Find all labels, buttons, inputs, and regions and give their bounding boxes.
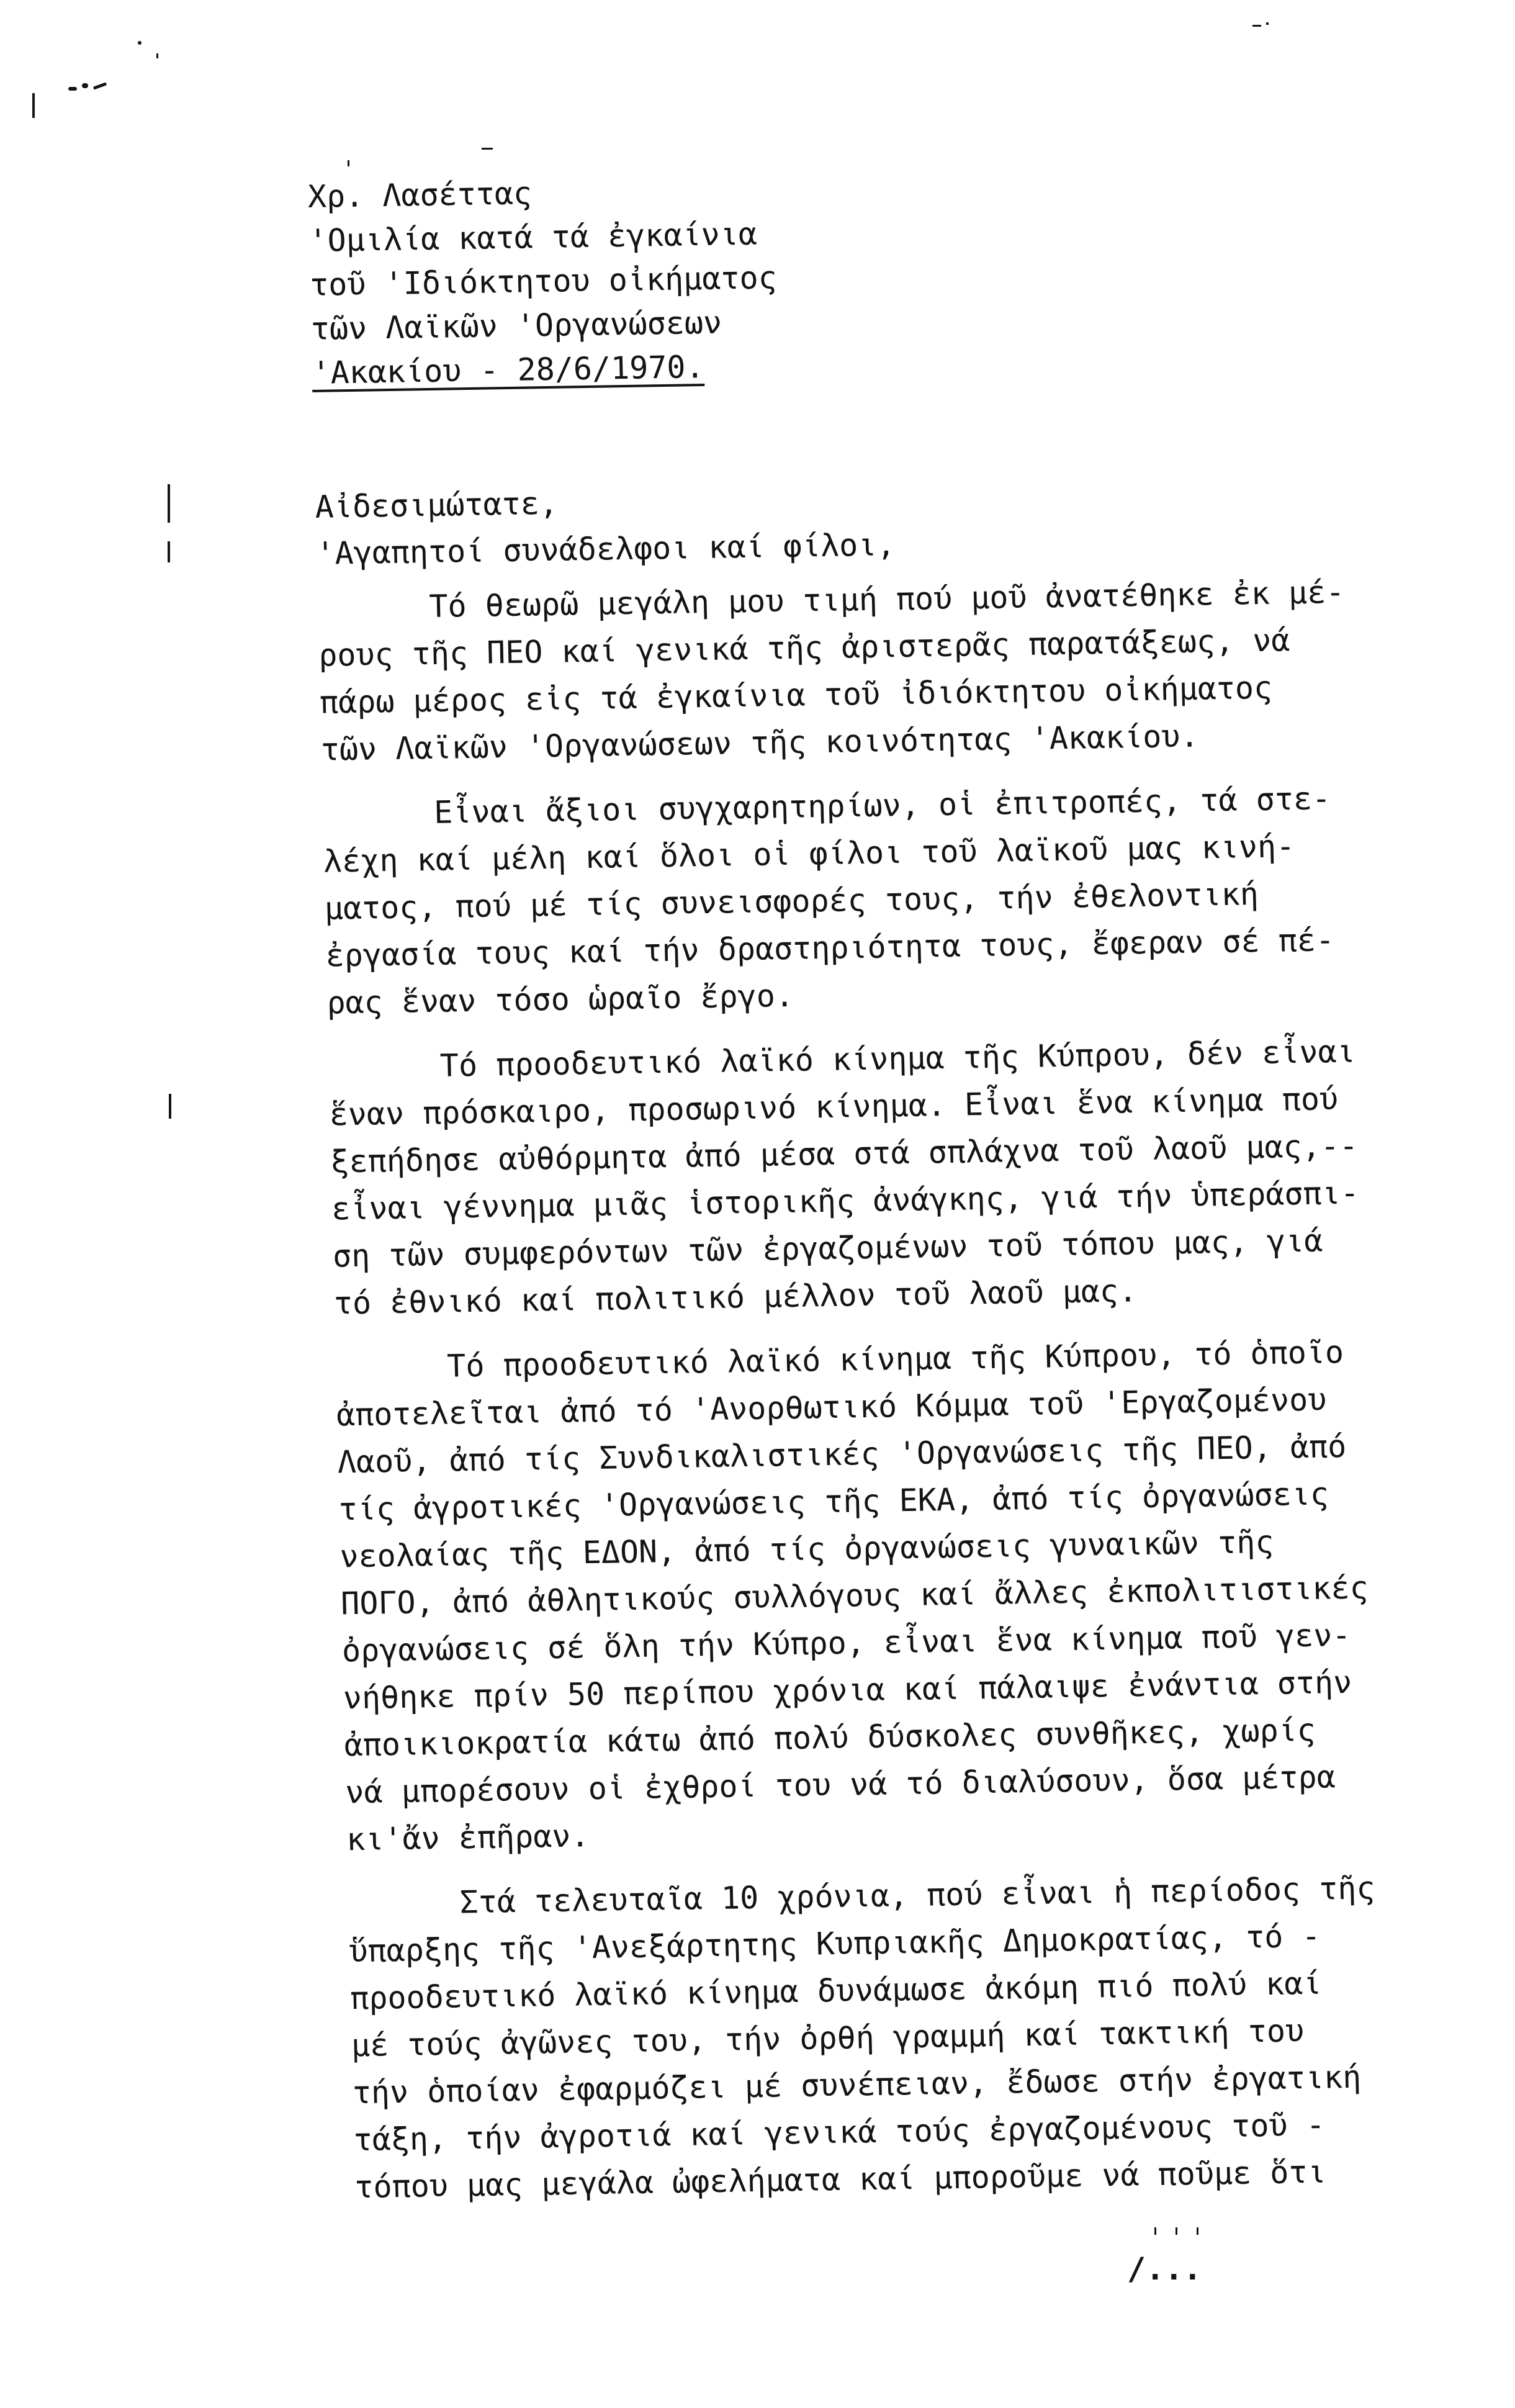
paragraph-line: εἶναι γέννημα μιᾶς ἱστορικῆς ἀνάγκης, γιά τήν ὑπεράσπι- <box>331 1175 1360 1227</box>
paragraph <box>328 1027 1402 1327</box>
paragraph-line: τόπου μας μεγάλα ὠφελήματα καί μποροῦμε νά ποῦμε ὅτι <box>354 2153 1327 2206</box>
paragraph <box>317 568 1389 773</box>
paragraph-line: νεολαίας τῆς ΕΔΟΝ, ἀπό τίς ὀργανώσεις γυναικῶν τῆς <box>339 1523 1275 1575</box>
scan-speck <box>138 41 142 45</box>
scan-speck <box>168 484 170 523</box>
paragraph <box>321 774 1395 1027</box>
scan-speck <box>68 87 77 91</box>
salutation-line: Αἰδεσιμώτατε, <box>314 485 559 525</box>
paragraph <box>348 1864 1423 2211</box>
paragraph-line: Λαοῦ, ἀπό τίς Συνδικαλιστικές 'Οργανώσεις τῆς ΠΕΟ, ἀπό <box>337 1428 1347 1481</box>
scan-speck <box>1252 25 1261 27</box>
paragraph-line: μέ τούς ἀγῶνες του, τήν ὀρθή γραμμή καί τακτική του <box>351 2013 1305 2064</box>
salutation-line: 'Αγαπητοί συνάδελφοι καί φίλοι, <box>315 526 896 572</box>
scan-speck <box>32 93 35 118</box>
paragraph-line: νήθηκε πρίν 50 περίπου χρόνια καί πάλαιψε ἐνάντια στήν <box>343 1664 1352 1716</box>
paragraph-line: τίς ἀγροτικές 'Οργανώσεις τῆς ΕΚΑ, ἀπό τίς ὀργανώσεις <box>338 1476 1329 1528</box>
paragraph-line: Τό προοδευτικό λαϊκό κίνημα τῆς Κύπρου, τό ὁποῖο <box>446 1334 1344 1384</box>
paragraph-line: ξεπήδησε αὐθόρμητα ἀπό μέσα στά σπλάχνα τοῦ λαοῦ μας,-- <box>330 1127 1359 1180</box>
salutation <box>315 467 1384 577</box>
paragraph-line: τό ἐθνικό καί πολιτικό μέλλον τοῦ λαοῦ μας. <box>333 1273 1138 1322</box>
paragraph-line: ΠΟΓΟ, ἀπό ἀθλητικούς συλλόγους καί ἄλλες ἐκπολιτιστικές <box>340 1569 1369 1622</box>
paragraph-line: ση τῶν συμφερόντων τῶν ἐργαζομένων τοῦ τόπου μας, γιά <box>332 1222 1323 1274</box>
paragraph-line: ἀποτελεῖται ἀπό τό 'Ανορθωτικό Κόμμα τοῦ 'Εργαζομένου <box>336 1381 1327 1433</box>
document-header <box>307 158 1380 395</box>
typed-text-block <box>307 158 1423 2211</box>
paragraph-line: Στά τελευταῖα 10 χρόνια, πού εἶναι ἡ περίοδος τῆς <box>459 1870 1376 1921</box>
paragraph-line: κι'ἄν ἐπῆραν. <box>346 1818 590 1858</box>
paragraph-line: λέχη καί μέλη καί ὅλοι οἱ φίλοι τοῦ λαϊκοῦ μας κινή- <box>323 828 1295 880</box>
paragraph-line: πάρω μέρος εἰς τά ἐγκαίνια τοῦ ἰδιόκτητου οἰκήματος <box>319 669 1273 721</box>
paragraph-line: ὕπαρξης τῆς 'Ανεξάρτητης Κυπριακῆς Δημοκρατίας, τό - <box>348 1918 1321 1970</box>
scan-speck <box>1266 22 1269 25</box>
paragraph-line: ἐργασία τους καί τήν δραστηριότητα τους, ἔφεραν σέ πέ- <box>325 922 1335 974</box>
paragraph-line: προοδευτικό λαϊκό κίνημα δυνάμωσε ἀκόμη πιό πολύ καί <box>349 1965 1323 2017</box>
scan-speck <box>169 1094 171 1119</box>
continuation-mark: /... <box>1127 2251 1202 2287</box>
title-line: 'Ομιλία κατά τά ἐγκαίνια <box>308 215 758 259</box>
scan-speck <box>1154 2227 1156 2235</box>
author-name: Χρ. Λασέττας <box>307 175 533 215</box>
title-line: τῶν Λαϊκῶν 'Οργανώσεων <box>310 304 722 347</box>
scan-speck <box>168 541 170 562</box>
paragraph-line: τήν ὁποίαν ἐφαρμόζει μέ συνέπειαν, ἔδωσε στήν ἐργατική <box>352 2059 1362 2111</box>
title-line: τοῦ 'Ιδιόκτητου οἰκήματος <box>309 259 778 303</box>
paragraph-line: τάξη, τήν ἀγροτιά καί γενικά τούς ἐργαζομένους τοῦ - <box>353 2106 1326 2158</box>
scan-speck <box>482 148 493 150</box>
paragraph-line: ματος, πού μέ τίς συνεισφορές τους, τήν ἐθελοντική <box>324 876 1259 927</box>
scan-speck <box>93 82 107 89</box>
paragraph-line: ἕναν πρόσκαιρο, προσωρινό κίνημα. Εἶναι ἕνα κίνημα πού <box>328 1081 1339 1133</box>
paragraph-line: Τό προοδευτικό λαϊκό κίνημα τῆς Κύπρου, δέν εἶναι <box>439 1033 1356 1084</box>
paragraph-line: ρας ἕναν τόσο ὡραῖο ἔργο. <box>326 977 794 1021</box>
speech-body <box>317 568 1423 2211</box>
paragraph-line: τῶν Λαϊκῶν 'Οργανώσεων τῆς κοινότητας 'Ακακίου. <box>320 718 1200 768</box>
scan-speck <box>1176 2227 1177 2235</box>
scan-speck <box>156 53 158 58</box>
paragraph-line: Εἶναι ἄξιοι συγχαρητηρίων, οἱ ἐπιτροπές, τά στε- <box>433 780 1331 831</box>
paragraph-line: Τό θεωρῶ μεγάλη μου τιμή πού μοῦ ἀνατέθηκε ἐκ μέ- <box>428 574 1345 625</box>
paragraph-line: ὀργανώσεις σέ ὅλη τήν Κύπρο, εἶναι ἕνα κίνημα ποῦ γεν- <box>341 1617 1352 1669</box>
paragraph <box>335 1328 1414 1864</box>
scan-speck <box>1197 2227 1198 2235</box>
place-date: 'Ακακίου - 28/6/1970. <box>311 348 705 391</box>
paragraph-line: ρους τῆς ΠΕΟ καί γενικά τῆς ἀριστερᾶς παρατάξεως, νά <box>318 622 1291 674</box>
scan-speck <box>82 83 88 88</box>
scan-speck <box>348 160 349 166</box>
paragraph-line: νά μπορέσουν οἱ ἐχθροί του νά τό διαλύσουν, ὅσα μέτρα <box>344 1759 1336 1811</box>
paragraph-line: ἀποικιοκρατία κάτω ἀπό πολύ δύσκολες συνθῆκες, χωρίς <box>343 1711 1316 1764</box>
